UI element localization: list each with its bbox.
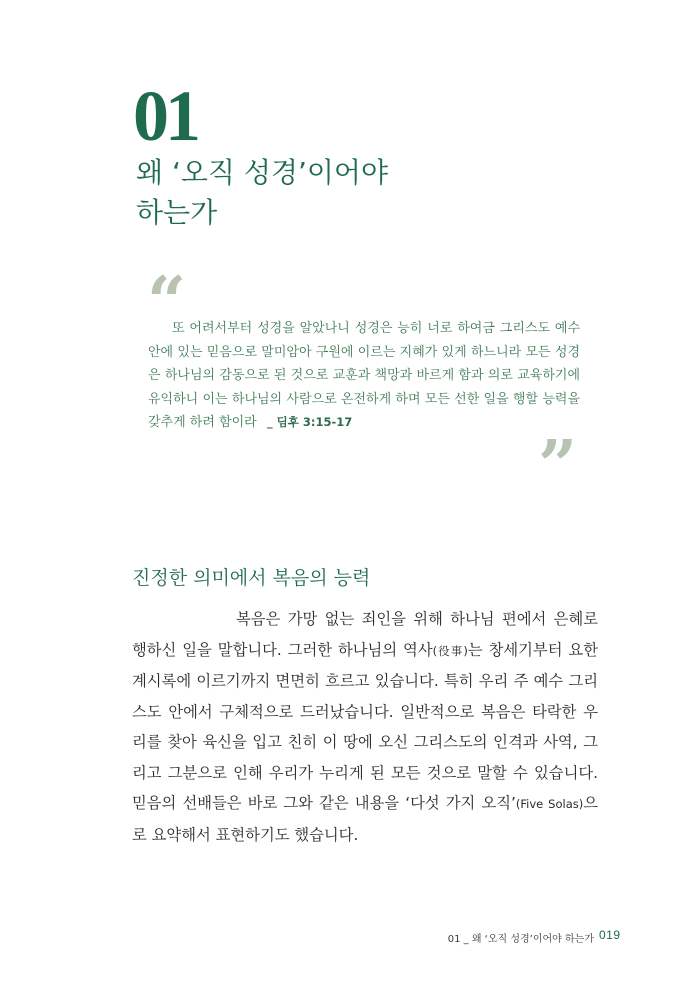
body-text-part2: 는 창세기부터 요한계시록에 이르기까지 면면히 흐르고 있습니다. 특히 우리 주 예수 그리스도 안에서 구체적으로 드러났습니다. 일반적으로 복음은 타락한 우리를 찾아 육신을 입고 친히 이 땅에 오신 그리스도의 인격과 사역, 그리고 그분으로 인해 우리가 누리게 된 모든 것으로 말할 수 있습니다. 믿음의 선배들은 바로 그와 같은 내용을 ‘다섯 가지 오직’ — [132, 640, 598, 812]
section-heading: 진정한 의미에서 복음의 능력 — [132, 567, 371, 589]
epigraph-text: 또 어려서부터 성경을 알았나니 성경은 능히 너로 하여금 그리스도 예수 안에 있는 믿음으로 말미암아 구원에 이르는 지혜가 있게 하느니라 모든 성경은 하나님의 감동으로 된 것으로 교훈과 책망과 바르게 함과 의로 교육하기에 유익하니 이는 하나님의 사람으로 온전하게 하며 모든 선한 일을 행할 능력을 갖추게 하려 함이라 — [148, 321, 580, 431]
open-quote-icon: “ — [147, 262, 187, 342]
body-paragraph — [132, 604, 598, 850]
body-text-part1: 복음은 가망 없는 죄인을 위해 하나님 편에서 은혜로 행하신 일을 말합니다. 그러한 하나님의 역사 — [132, 610, 598, 659]
english-annotation: (Five Solas) — [515, 797, 584, 811]
chapter-number: 01 — [133, 76, 197, 156]
chapter-title-line1: 왜 ‘오직 성경’이어야 — [136, 156, 388, 189]
chapter-title-line2: 하는가 — [136, 196, 218, 229]
epigraph-quote — [148, 317, 580, 435]
chapter-title — [136, 153, 456, 233]
epigraph-reference: _ 딤후 3:15-17 — [266, 415, 353, 430]
page-number: 019 — [599, 928, 621, 942]
body-text-part3: 으로 요약해서 표현하기도 했습니다. — [132, 794, 598, 844]
running-footer-title: 01 _ 왜 ‘오직 성경’이어야 하는가 — [447, 934, 594, 945]
hanja-annotation: (役事) — [432, 643, 468, 658]
close-quote-icon: ” — [538, 426, 578, 506]
